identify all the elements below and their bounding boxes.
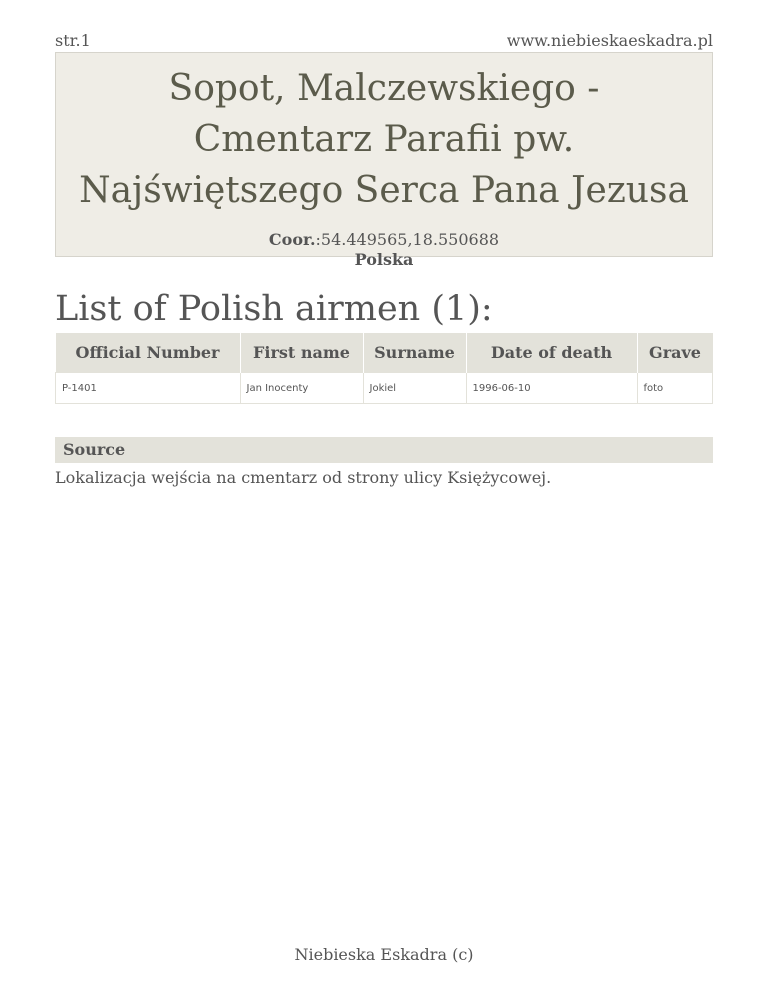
site-url-link[interactable]: www.niebieskaeskadra.pl	[506, 31, 713, 50]
coordinates	[56, 230, 712, 250]
page-header	[55, 31, 713, 51]
cell-first-name: Jan Inocenty	[240, 373, 363, 404]
table-header-row	[56, 333, 713, 373]
table-row	[56, 373, 713, 404]
coordinates-label: Coor.	[268, 230, 316, 249]
page-number: str.1	[55, 31, 91, 50]
source-heading: Source	[55, 437, 713, 463]
source-text: Lokalizacja wejścia na cmentarz od strony ulicy Księżycowej.	[55, 468, 552, 487]
column-header-official-number: Official Number	[56, 333, 241, 373]
cemetery-title: Sopot, Malczewskiego - Cmentarz Parafii pw. Najświętszego Serca Pana Jezusa	[79, 68, 689, 211]
country: Polska	[354, 250, 414, 269]
column-header-surname: Surname	[363, 333, 466, 373]
airmen-list-heading: List of Polish airmen (1):	[55, 289, 493, 329]
footer-copyright: Niebieska Eskadra (c)	[294, 945, 474, 964]
coordinates-value: :54.449565,18.550688	[315, 230, 500, 249]
cell-official-number: P-1401	[56, 373, 241, 404]
cell-grave-link[interactable]: foto	[637, 373, 713, 404]
cemetery-title-box	[55, 52, 713, 269]
column-header-grave: Grave	[637, 333, 713, 373]
airmen-table	[55, 333, 713, 404]
column-header-date-of-death: Date of death	[466, 333, 637, 373]
cell-surname: Jokiel	[363, 373, 466, 404]
column-header-first-name: First name	[240, 333, 363, 373]
cell-date-of-death: 1996-06-10	[466, 373, 637, 404]
